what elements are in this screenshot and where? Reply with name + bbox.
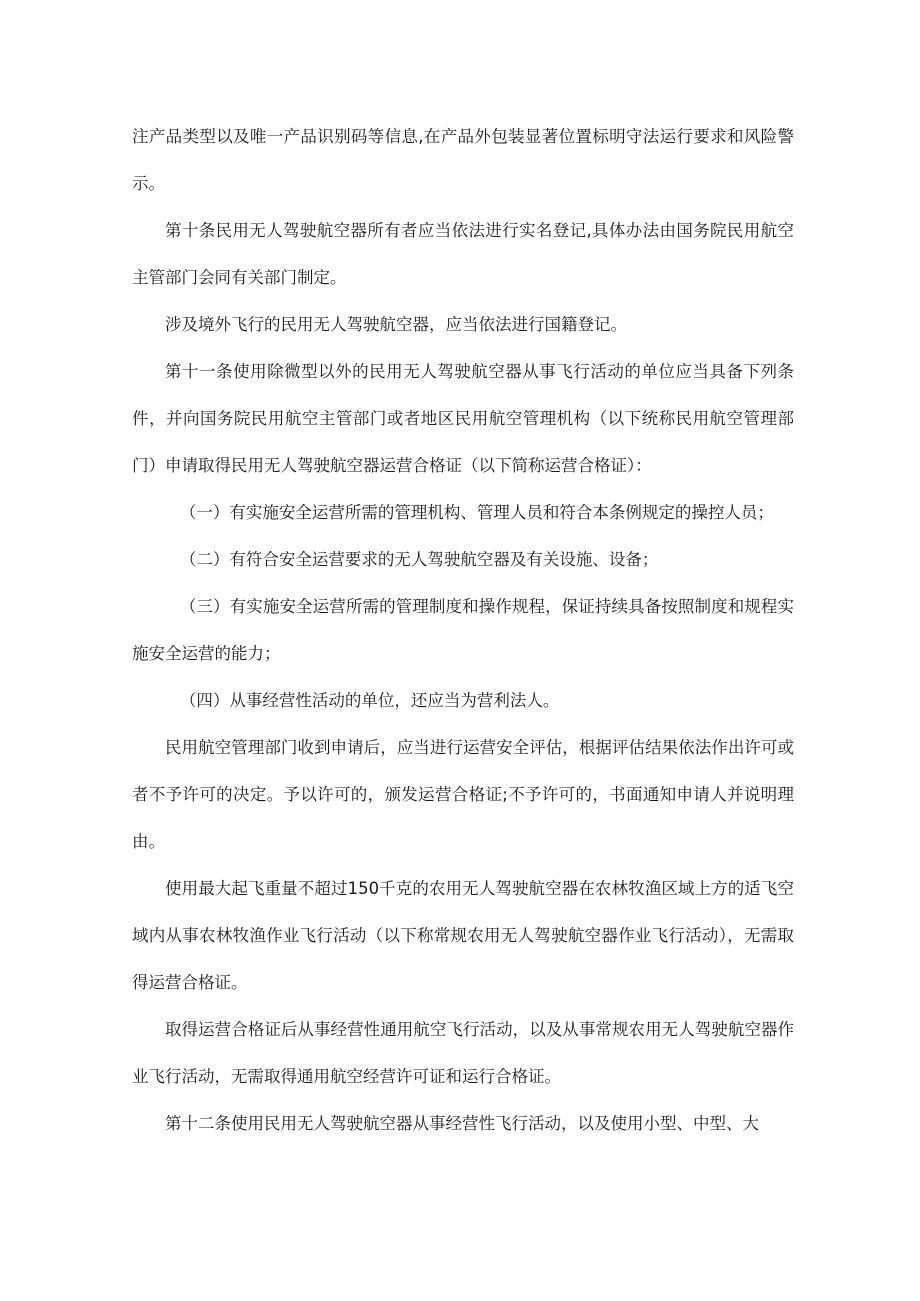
paragraph-license-exemption: 取得运营合格证后从事经营性通用航空飞行活动，以及从事常规农用无人驾驶航空器作业飞行活动，无需取得通用航空经营许可证和运行合格证。 (132, 1020, 794, 1086)
paragraph-article-10: 第十条民用无人驾驶航空器所有者应当依法进行实名登记,具体办法由国务院民用航空主管部门会同有关部门制定。 (132, 221, 794, 287)
document-body (132, 113, 794, 1147)
paragraph-article-11: 第十一条使用除微型以外的民用无人驾驶航空器从事飞行活动的单位应当具备下列条件，并向国务院民用航空主管部门或者地区民用航空管理机构（以下统称民用航空管理部门）申请取得民用无人驾驶航空器运营合格证（以下简称运营合格证）： (132, 362, 794, 475)
paragraph-continuation: 注产品类型以及唯一产品识别码等信息,在产品外包装显著位置标明守法运行要求和风险警示。 (132, 127, 794, 193)
paragraph-condition-2: （二）有符合安全运营要求的无人驾驶航空器及有关设施、设备； (179, 550, 659, 569)
paragraph-foreign-registration: 涉及境外飞行的民用无人驾驶航空器，应当依法进行国籍登记。 (165, 315, 627, 334)
paragraph-condition-4: （四）从事经营性活动的单位，还应当为营利法人。 (179, 691, 560, 710)
paragraph-condition-1: （一）有实施安全运营所需的管理机构、管理人员和符合本条例规定的操控人员； (179, 503, 774, 522)
paragraph-article-12: 第十二条使用民用无人驾驶航空器从事经营性飞行活动，以及使用小型、中型、大 (165, 1114, 759, 1133)
paragraph-application-review: 民用航空管理部门收到申请后，应当进行运营安全评估，根据评估结果依法作出许可或者不予许可的决定。予以许可的，颁发运营合格证;不予许可的，书面通知申请人并说明理由。 (132, 738, 794, 851)
paragraph-condition-3: （三）有实施安全运营所需的管理制度和操作规程，保证持续具备按照制度和规程实施安全运营的能力； (132, 597, 794, 663)
paragraph-agricultural-exemption: 使用最大起飞重量不超过150千克的农用无人驾驶航空器在农林牧渔区域上方的适飞空域内从事农林牧渔作业飞行活动（以下称常规农用无人驾驶航空器作业飞行活动），无需取得运营合格证。 (132, 879, 794, 992)
